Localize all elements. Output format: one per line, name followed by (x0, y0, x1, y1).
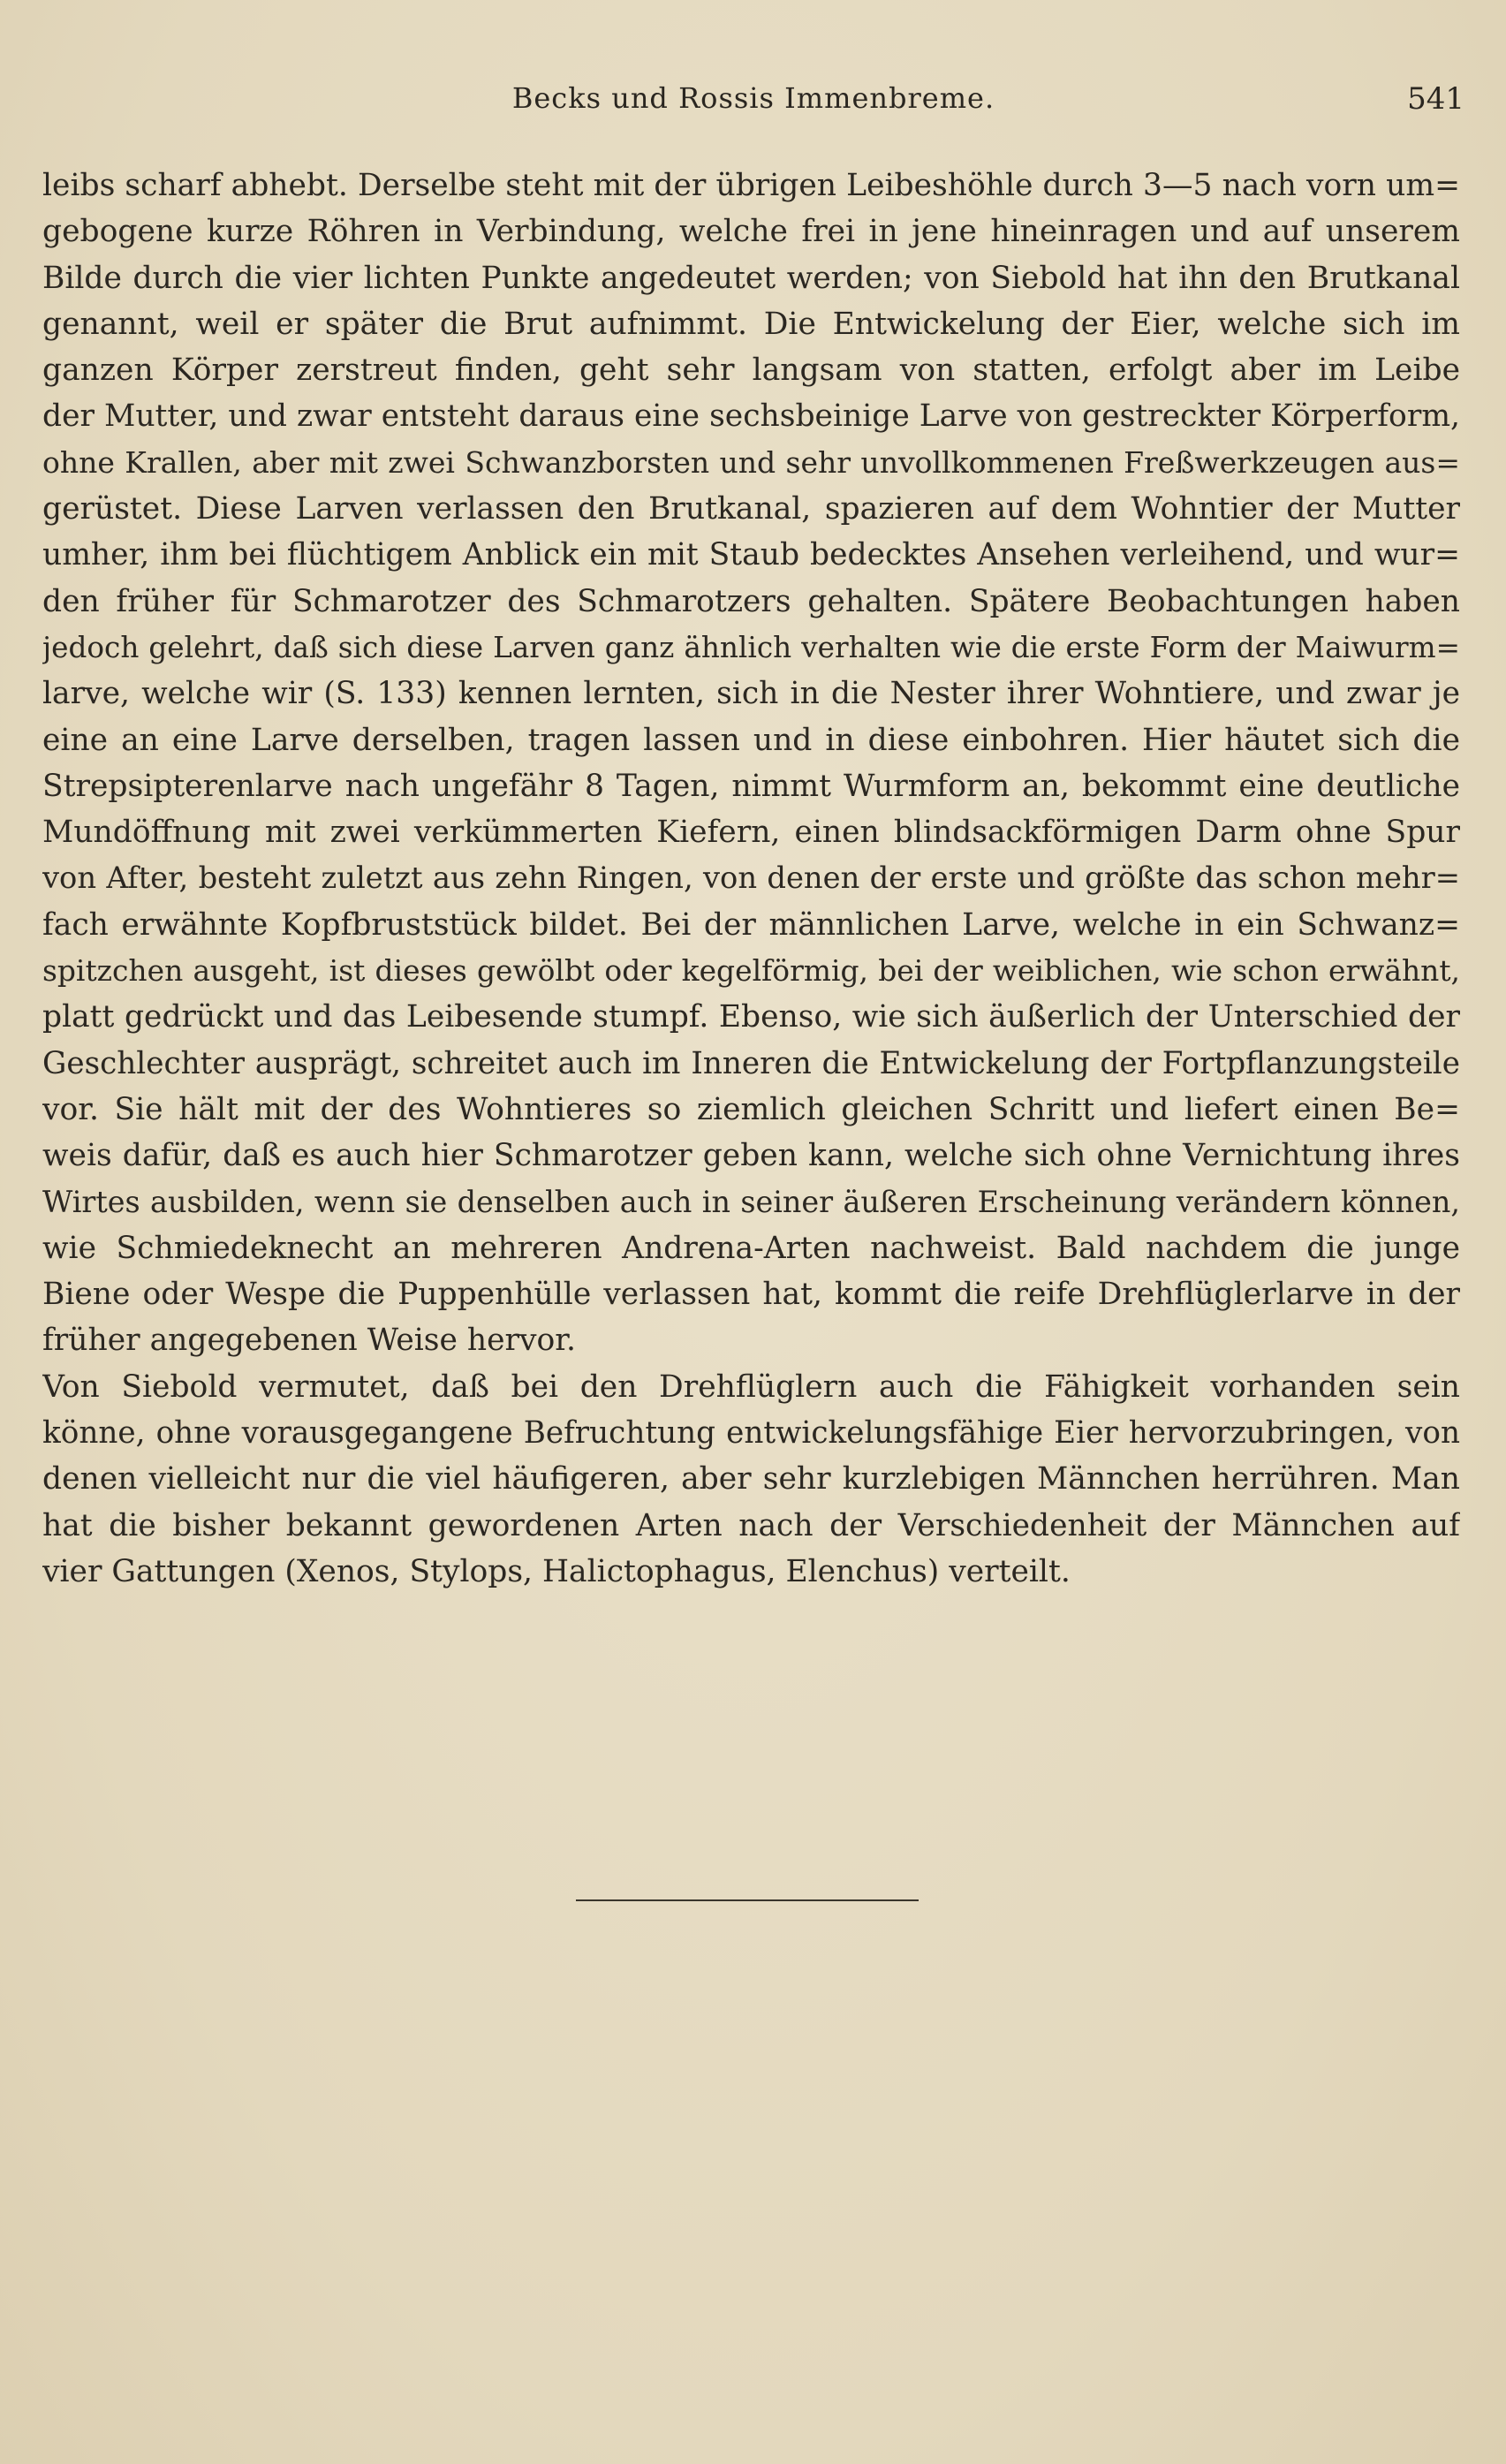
text-line: wie Schmiedeknecht an mehreren Andrena-Arten nachweist. Bald nachdem die junge (42, 1230, 1460, 1266)
text-line: fach erwähnte Kopfbruststück bildet. Bei der männlichen Larve, welche in ein Schwanz= (42, 906, 1460, 943)
text-line: jedoch gelehrt, daß sich diese Larven ganz ähnlich verhalten wie die erste Form der Maiwurm= (42, 630, 1460, 664)
text-line-paragraph-end: früher angegebenen Weise hervor. (42, 1323, 576, 1359)
text-line: Biene oder Wespe die Puppenhülle verlassen hat, kommt die reife Drehflüglerlarve in der (42, 1277, 1460, 1313)
text-line: gebogene kurze Röhren in Verbindung, welche frei in jene hineinragen und auf unserem (42, 214, 1460, 250)
text-line: Wirtes ausbilden, wenn sie denselben auch in seiner äußeren Erscheinung verändern können, (42, 1184, 1460, 1219)
text-line: Bilde durch die vier lichten Punkte angedeutet werden; von Siebold hat ihn den Brutkanal (42, 260, 1460, 296)
text-line: weis dafür, daß es auch hier Schmarotzer geben kann, welche sich ohne Vernichtung ihres (42, 1138, 1460, 1174)
page-header (42, 81, 1464, 125)
text-line: umher, ihm bei flüchtigem Anblick ein mit Staub bedecktes Ansehen verleihend, und wur= (42, 537, 1460, 573)
text-line: genannt, weil er später die Brut aufnimmt. Die Entwickelung der Eier, welche sich im (42, 306, 1460, 342)
text-line: vor. Sie hält mit der des Wohntieres so ziemlich gleichen Schritt und liefert einen Be= (42, 1091, 1460, 1127)
text-line: larve, welche wir (S. 133) kennen lernten, sich in die Nester ihrer Wohntiere, und zwar je (42, 676, 1460, 712)
text-line: ohne Krallen, aber mit zwei Schwanzborsten und sehr unvollkommenen Freßwerkzeugen aus= (42, 444, 1460, 480)
text-line-paragraph-end: vier Gattungen (Xenos, Stylops, Halictophagus, Elenchus) verteilt. (42, 1553, 1071, 1589)
footer-rule (576, 1899, 919, 1901)
text-line: den früher für Schmarotzer des Schmarotzers gehalten. Spätere Beobachtungen haben (42, 583, 1460, 619)
text-line: ganzen Körper zerstreut finden, geht sehr langsam von statten, erfolgt aber im Leibe (42, 353, 1460, 389)
text-line: Geschlechter ausprägt, schreitet auch im Inneren die Entwickelung der Fortpflanzungsteile (42, 1045, 1460, 1081)
page-number: 541 (1407, 81, 1464, 117)
text-line: spitzchen ausgeht, ist dieses gewölbt oder kegelförmig, bei der weiblichen, wie schon erwähnt, (42, 953, 1460, 989)
text-line: leibs scharf abhebt. Derselbe steht mit der übrigen Leibeshöhle durch 3—5 nach vorn um= (42, 168, 1460, 203)
text-line: gerüstet. Diese Larven verlassen den Brutkanal, spazieren auf dem Wohntier der Mutter (42, 491, 1460, 527)
text-line: eine an eine Larve derselben, tragen lassen und in diese einbohren. Hier häutet sich die (42, 722, 1460, 758)
text-line-paragraph-start: Von Siebold vermutet, daß bei den Drehflüglern auch die Fähigkeit vorhanden sein (42, 1368, 1460, 1405)
text-line: platt gedrückt und das Leibesende stumpf. Ebenso, wie sich äußerlich der Unterschied der (42, 999, 1460, 1035)
body-text (42, 163, 1460, 1595)
text-line: Strepsipterenlarve nach ungefähr 8 Tagen, nimmt Wurmform an, bekommt eine deutliche (42, 768, 1460, 804)
text-line: der Mutter, und zwar entsteht daraus eine sechsbeinige Larve von gestreckter Körperform, (42, 398, 1460, 435)
text-line: könne, ohne vorausgegangene Befruchtung entwickelungsfähige Eier hervorzubringen, von (42, 1415, 1460, 1452)
running-title: Becks und Rossis Immenbreme. (511, 81, 995, 115)
text-line: Mundöffnung mit zwei verkümmerten Kiefern, einen blindsackförmigen Darm ohne Spur (42, 815, 1460, 851)
text-line: von After, besteht zuletzt aus zehn Ringen, von denen der erste und größte das schon mehr= (42, 861, 1460, 896)
text-line: hat die bisher bekannt gewordenen Arten nach der Verschiedenheit der Männchen auf (42, 1507, 1460, 1543)
text-line: denen vielleicht nur die viel häufigeren, aber sehr kurzlebigen Männchen herrühren. Man (42, 1461, 1460, 1497)
